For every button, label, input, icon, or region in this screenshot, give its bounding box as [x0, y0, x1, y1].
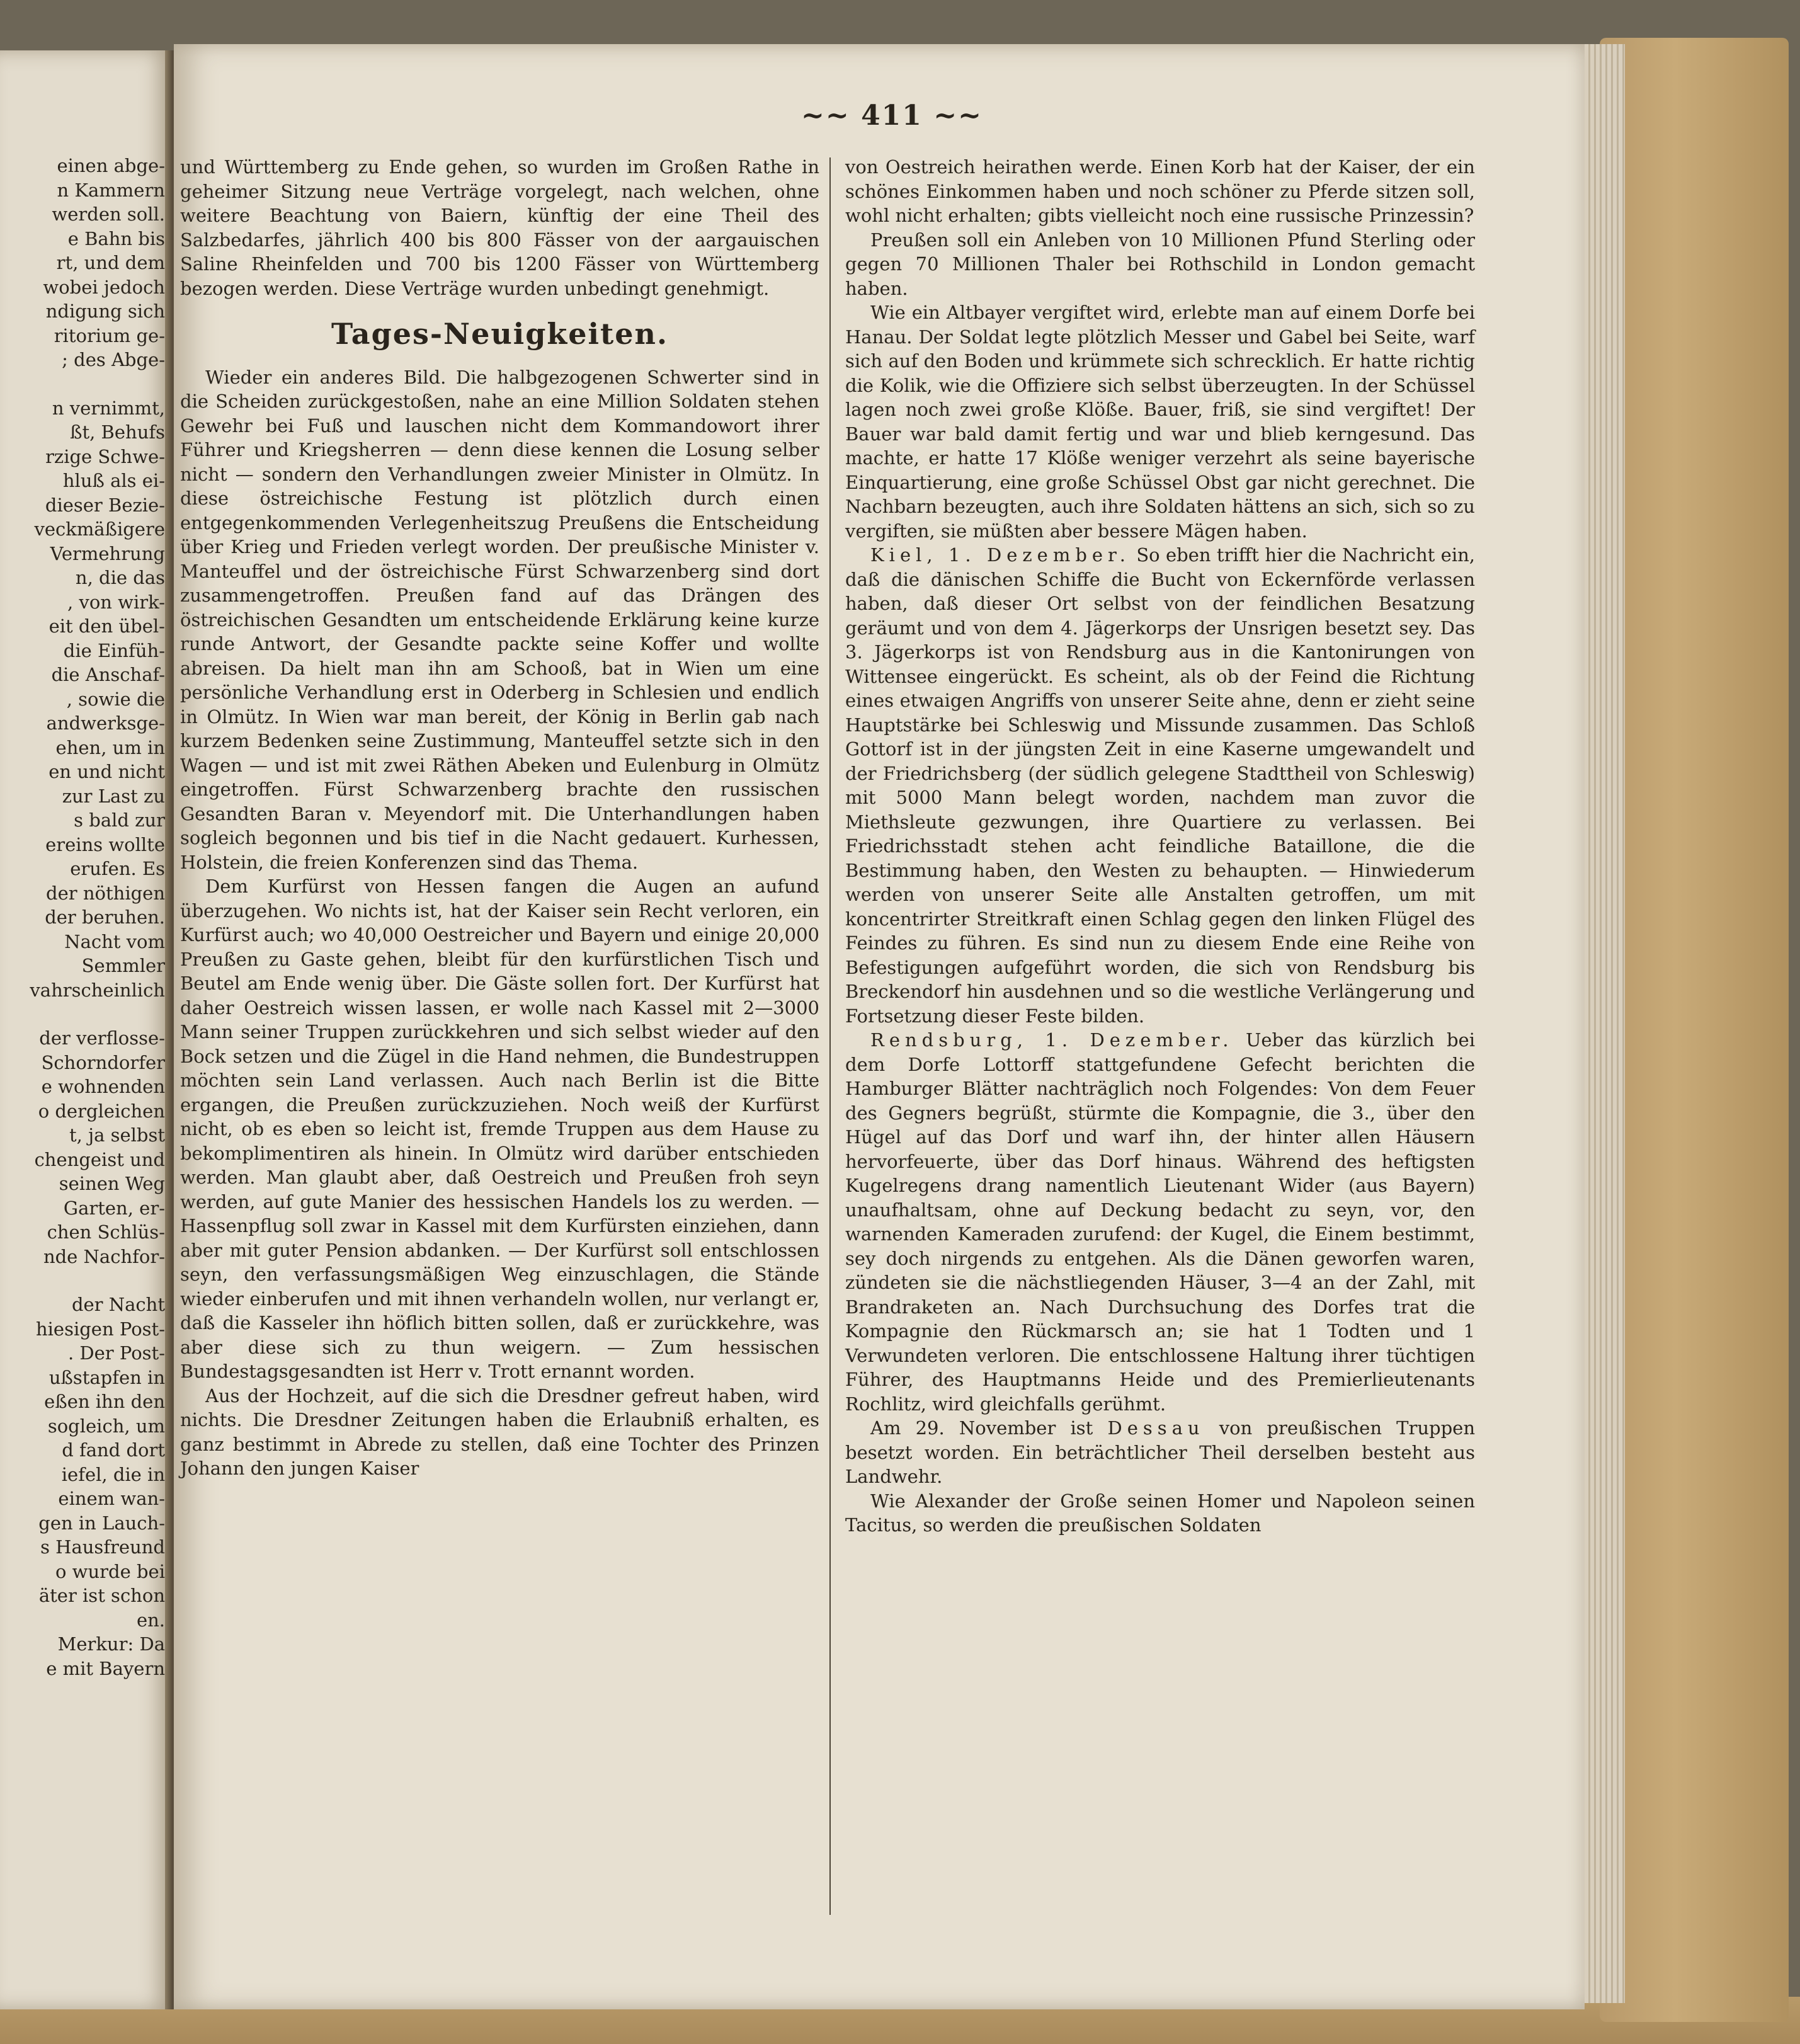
place-name: Dessau	[1107, 1417, 1205, 1439]
left-fragment-line: eit den übel-	[48, 615, 165, 637]
left-fragment-line: n, die das	[75, 567, 165, 588]
left-fragment-line: nde Nachfor-	[43, 1245, 165, 1267]
left-fragment-line: werden soll.	[52, 203, 165, 225]
article-paragraph: Aus der Hochzeit, auf die sich die Dresdner gefreut haben, wird nichts. Die Dresdner Zeitungen haben die Erlaubniß erhalten, es ganz bestimmt in Abrede zu stellen, daß eine Tochter des Prinzen Johann den jungen Kaiser	[180, 1385, 819, 1479]
left-fragment-line: ndigung sich	[45, 300, 165, 322]
page-number-value: 411	[861, 100, 923, 132]
dateline: Kiel, 1. Dezember.	[870, 544, 1131, 566]
left-fragment-line	[0, 1269, 165, 1293]
left-fragment-line: ; des Abge-	[62, 349, 165, 370]
left-fragment-line: n vernimmt,	[52, 397, 165, 419]
left-fragment-line: s bald zur	[74, 809, 165, 831]
left-fragment-line: en und nicht	[48, 761, 165, 782]
left-fragment-line: , sowie die	[66, 688, 165, 710]
article-text: von preußischen Truppen besetzt worden. Ein beträchtlicher Theil derselben besteht aus Landwehr.	[845, 1417, 1476, 1487]
left-fragment-line: zur Last zu	[62, 785, 165, 807]
left-fragment-line: rt, und dem	[56, 252, 165, 273]
left-fragment-line: einem wan-	[58, 1488, 165, 1509]
article-paragraph: und Württemberg zu Ende gehen, so wurden im Großen Rathe in geheimer Sitzung neue Verträge vorgelegt, nach welchen, ohne weitere Beachtung von Baiern, künftig der eine Theil des Salzbedarfes, jährlich 400 bis 800 Fässer von der aargauischen Saline Rheinfelden und 700 bis 1200 Fässer von Württemberg bezogen werden. Diese Verträge wurden unbedingt genehmigt.	[180, 156, 819, 299]
left-fragment-line: Garten, er-	[63, 1197, 165, 1219]
left-fragment-line: gen in Lauch-	[38, 1512, 165, 1534]
main-page	[174, 44, 1585, 2009]
left-fragment-line: t, ja selbst	[69, 1124, 165, 1146]
left-fragment-line: , von wirk-	[67, 591, 165, 613]
left-fragment-line: ritorium ge-	[54, 324, 165, 346]
left-fragment-line: äter ist schon	[38, 1585, 165, 1606]
left-fragment-line: n Kammern	[57, 179, 165, 201]
dateline: Rendsburg, 1. Dezember.	[870, 1029, 1234, 1051]
left-fragment-line: en.	[136, 1609, 165, 1631]
left-page	[0, 50, 171, 2009]
left-fragment-line: chen Schlüs-	[47, 1221, 165, 1243]
left-fragment-line: e mit Bayern	[46, 1657, 165, 1679]
left-fragment-line: seinen Weg	[59, 1173, 165, 1194]
left-fragment-line: chengeist und	[34, 1148, 165, 1170]
left-fragment-line: dieser Bezie-	[45, 494, 165, 516]
left-fragment-line: der beruhen.	[45, 906, 165, 928]
left-fragment-line: wobei jedoch	[43, 276, 165, 298]
left-fragment-line: ßt, Behufs	[70, 421, 165, 443]
column-left	[180, 155, 819, 1481]
left-fragment-line: s Hausfreund	[40, 1536, 165, 1558]
page-number: ~~ 411 ~~	[801, 100, 983, 132]
article-paragraph: von Oestreich heirathen werde. Einen Korb hat der Kaiser, der ein schönes Einkommen haben und noch schöner zu Pferde sitzen soll, wohl nicht erhalten; gibts vielleicht noch eine russische Prinzessin?	[845, 156, 1475, 226]
left-fragment-line: . Der Post-	[67, 1342, 165, 1364]
left-fragment-line: der verflosse-	[39, 1027, 165, 1049]
left-fragment-line: e wohnenden	[41, 1076, 165, 1097]
left-fragment-line: e Bahn bis	[67, 227, 165, 249]
article-paragraph: Wieder ein anderes Bild. Die halbgezogenen Schwerter sind in die Scheiden zurückgestoßen, nahe an eine Million Soldaten stehen Gewehr bei Fuß und lauschen nicht dem Kommandowort ihrer Führer und Kriegsherren — denn diese kennen die Losung selber nicht — sondern den Verhandlungen zweier Minister in Olmütz. In diese östreichische Festung ist plötzlich durch einen entgegenkommenden Verlegenheitszug Preußens die Entscheidung über Krieg und Frieden verlegt worden. Der preußische Minister v. Manteuffel und der östreichische Fürst Schwarzenberg sind dort zusammengetroffen. Preußen fand auf das Drängen des östreichischen Gesandten um entscheidende Erklärung keine kurze runde Antwort, der Gesandte packte seine Koffer und wollte abreisen. Da hielt man ihn am Schooß, bat in Wien um eine persönliche Verhandlung erst in Oderberg in Schlesien und endlich in Olmütz. In Wien war man bereit, der König in Berlin gab nach kurzem Bedenken seine Zustimmung, Manteuffel setzte sich in den Wagen — und ist mit zwei Räthen Abeken und Eulenburg in Olmütz eingetroffen. Fürst Schwarzenberg brachte den russischen Gesandten Baran v. Meyendorf mit. Die Unterhandlungen haben sogleich begonnen und bis tief in die Nacht gedauert. Kurhessen, Holstein, die freien Konferenzen sind das Thema.	[180, 366, 819, 873]
left-fragment-line: eßen ihn den	[44, 1391, 165, 1412]
left-page-fragments	[0, 154, 165, 1681]
article-paragraph	[845, 543, 1475, 1028]
article-paragraph: Preußen soll ein Anleben von 10 Millionen Pfund Sterling oder gegen 70 Millionen Thaler bei Rothschild in London gemacht haben.	[845, 229, 1475, 299]
left-fragment-line: die Einfüh-	[63, 639, 165, 661]
left-fragment-line: vahrscheinlich	[30, 979, 165, 1001]
left-fragment-line: andwerksge-	[46, 712, 165, 734]
article-text: Am 29. November ist	[870, 1417, 1093, 1439]
left-fragment-line: erufen. Es	[70, 858, 165, 879]
left-fragment-line: Vermehrung	[50, 542, 165, 564]
left-fragment-line: der Nacht	[71, 1294, 165, 1315]
left-fragment-line: hluß als ei-	[62, 470, 165, 491]
left-fragment-line: veckmäßigere	[34, 518, 165, 540]
left-fragment-line: Schorndorfer	[41, 1051, 165, 1073]
article-paragraph: Wie ein Altbayer vergiftet wird, erlebte man auf einem Dorfe bei Hanau. Der Soldat legte plötzlich Messer und Gabel bei Seite, warf sich auf den Boden und krümmete sich schrecklich. Er hatte richtig die Kolik, wie die Offiziere sich selbst überzeugten. In der Schüssel lagen noch zwei große Klöße. Bauer, friß, sie sind vergiftet! Der Bauer war bald damit fertig und war und blieb kerngesund. Das machte, er hatte 17 Klöße weniger verzehrt als seine bayerische Einquartierung, eine große Schüssel Obst gar nicht gerechnet. Die Nachbarn bezeugten, auch ihre Soldaten hättens an sich, sich so zu vergiften, sie müßten aber bessere Mägen haben.	[845, 302, 1475, 542]
column-divider	[829, 157, 831, 1915]
left-fragment-line: die Anschaf-	[51, 664, 165, 685]
left-fragment-line: sogleich, um	[47, 1415, 165, 1437]
article-paragraph	[845, 1416, 1475, 1489]
column-right	[845, 155, 1475, 1538]
left-fragment-line	[0, 1002, 165, 1026]
article-text: Ueber das kürzlich bei dem Dorfe Lottorff stattgefundene Gefecht berichten die Hamburger Blätter nachträglich noch Folgendes: Von dem Feuer des Gegners begrüßt, stürmte die Kompagnie, die 3., über den Hügel auf das Dorf und warf ihn, der hinter allen Häusern hervorfeuerte, über das Dorf hinaus. Während des heftigsten Kugelregens drang namentlich Lieutenant Wider (aus Bayern) unaufhaltsam, ohne auf Deckung bedacht zu seyn, vor, den warnenden Kameraden zurufend: der Kugel, die Einem bestimmt, sey doch nirgends zu entgehen. Als die Dänen geworfen waren, zündeten sie die nächstliegenden Häuser, 3—4 an der Zahl, mit Brandraketen an. Nach Durchsuchung des Dorfes trat die Kompagnie den Rückmarsch an; sie hat 1 Todten und 1 Verwundeten verloren. Die entschlossene Haltung ihrer tüchtigen Führer, des Hauptmanns Heide und des Premierlieutenants Rochlitz, wird gleichfalls gerühmt.	[845, 1029, 1475, 1415]
left-fragment-line: Semmler	[81, 955, 165, 976]
book-cover	[1600, 38, 1789, 2022]
left-fragment-line: o wurde bei	[55, 1560, 165, 1582]
article-paragraph	[845, 1028, 1475, 1416]
left-fragment-line: einen abge-	[57, 155, 165, 176]
article-paragraph: Dem Kurfürst von Hessen fangen die Augen an aufund überzugehen. Wo nichts ist, hat der Kaiser sein Recht verloren, ein Kurfürst auch; wo 40,000 Oestreicher und Bayern und einige 20,000 Preußen zu Gaste gehen, bleibt für den kurfürstlichen Tisch und Beutel am Ende wenig über. Die Gäste sollen fort. Der Kurfürst hat daher Oestreich wissen lassen, er wolle nach Kassel mit 2—3000 Mann seiner Truppen zurückkehren und sich selbst wieder auf den Bock setzen und die Zügel in die Hand nehmen, die Bundestruppen möchten sein Land verlassen. Auch nach Berlin ist die Bitte ergangen, die Preußen zurückzuziehen. Noch weiß der Kurfürst nicht, ob es eben so leicht ist, fremde Truppen aus dem Hause zu bekomplimentiren als hinein. In Olmütz wird darüber entschieden werden. Man glaubt aber, daß Oestreich und Preußen froh seyn werden, auf gute Manier des hessischen Handels los zu werden. — Hassenpflug soll zwar in Kassel mit dem Kurfürsten einziehen, dann aber mit guter Pension abdanken. — Der Kurfürst soll entschlossen seyn, den verfassungsmäßigen Weg einzuschlagen, die Stände wieder einberufen und mit ihnen verhandeln wollen, nur verlangt er, daß die Kasseler ihn höflich bitten sollen, daß er zurückkehre, was aber diese sich zu thun weigern. — Zum hessischen Bundestagsgesandten ist Herr v. Trott ernannt worden.	[180, 876, 819, 1382]
left-fragment-line: hiesigen Post-	[35, 1318, 165, 1340]
left-fragment-line: ußstapfen in	[48, 1366, 165, 1388]
left-fragment-line: o dergleichen	[38, 1100, 165, 1122]
left-fragment-line: ereins wollte	[45, 833, 165, 855]
left-fragment-line: rzige Schwe-	[45, 445, 165, 467]
left-fragment-line: Merkur: Da	[57, 1633, 165, 1655]
left-fragment-line: der nöthigen	[46, 882, 165, 904]
article-text: So eben trifft hier die Nachricht ein, daß die dänischen Schiffe die Bucht von Eckernförde verlassen haben, daß dieser Ort selbst von der feindlichen Besatzung geräumt und von dem 4. Jägerkorps der Unsrigen besetzt sey. Das 3. Jägerkorps ist von Rendsburg aus in die Kantonirungen von Wittensee eingerückt. Es scheint, als ob der Feind die Richtung eines etwaigen Angriffs von unserer Seite ahne, denn er zieht seine Hauptstärke bei Schleswig und Missunde zusammen. Das Schloß Gottorf ist in der jüngsten Zeit in eine Kaserne umgewandelt und der Friedrichsberg (der südlich gelegene Stadttheil von Schleswig) mit 5000 Mann belegt worden, nachdem man zuvor die Miethsleute gezwungen, ihre Quartiere zu verlassen. Bei Friedrichsstadt stehen acht feindliche Bataillone, die die Bestimmung haben, den Westen zu behaupten. — Hinwiederum werden von unserer Seite alle Anstalten getroffen, um mit koncentrirter Streitkraft einen Schlag gegen den linken Flügel des Feindes zu führen. Es sind nun zu diesem Ende eine Reihe von Befestigungen aufgeführt worden, die sich von Rendsburg bis Breckendorf hin ausdehnen und so die westliche Verlängerung und Fortsetzung dieser Feste bilden.	[845, 544, 1475, 1027]
article-paragraph: Wie Alexander der Große seinen Homer und Napoleon seinen Tacitus, so werden die preußischen Soldaten	[845, 1490, 1475, 1536]
left-fragment-line: Nacht vom	[64, 930, 165, 952]
section-heading: Tages-Neuigkeiten.	[331, 317, 669, 351]
left-fragment-line: d fand dort	[62, 1439, 165, 1461]
left-fragment-line	[0, 372, 165, 396]
left-fragment-line: ehen, um in	[55, 736, 165, 758]
left-fragment-line: iefel, die in	[61, 1463, 165, 1485]
